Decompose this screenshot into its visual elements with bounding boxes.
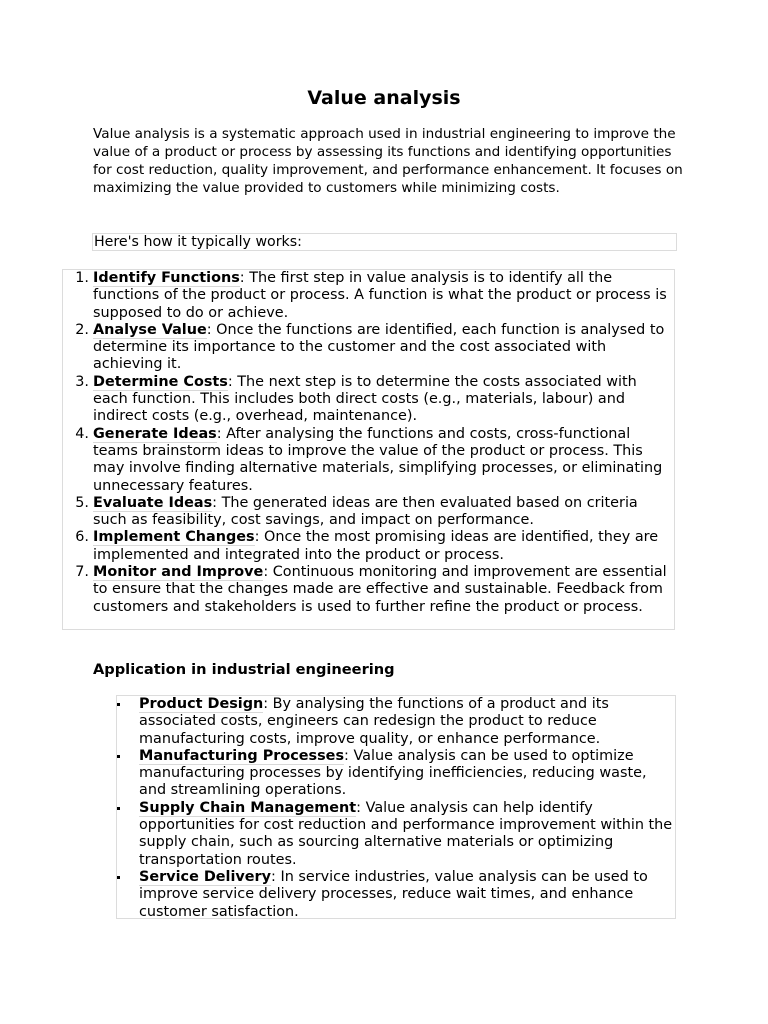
list-item — [75, 494, 675, 530]
applications-heading: Application in industrial engineering — [93, 661, 395, 678]
list-item — [139, 869, 676, 921]
step-term: Determine Costs — [93, 373, 228, 390]
step-text: : Once the functions are identified, each function is analysed to determine its importance to the customer and the cost associated with achieving it. — [93, 321, 665, 373]
applications-list — [139, 696, 676, 921]
step-term: Monitor and Improve — [93, 564, 264, 581]
step-term: Implement Changes — [93, 529, 255, 546]
application-term: Supply Chain Management — [139, 799, 357, 816]
list-item — [139, 800, 676, 869]
bullet-icon — [117, 755, 120, 758]
list-item — [75, 270, 675, 322]
application-text: : Value analysis can be used to optimize manufacturing processes by identifying inefficiencies, reducing waste, and streamlining operations. — [139, 747, 647, 799]
step-number: 4. — [75, 425, 89, 442]
step-text: : After analysing the functions and costs, cross-functional teams brainstorm ideas to improve the value of the product or process. This may involve finding alternative materials, simplifying processes, or eliminating unnecessary features. — [93, 425, 663, 494]
list-item — [75, 529, 675, 564]
step-number: 2. — [75, 321, 89, 338]
step-term: Generate Ideas — [93, 425, 217, 442]
step-text: : The first step in value analysis is to identify all the functions of the product or process. A function is what the product or process is supposed to do or achieve. — [93, 270, 667, 321]
bullet-icon — [117, 703, 120, 706]
step-number: 1. — [75, 270, 89, 286]
step-number: 6. — [75, 529, 89, 546]
step-term: Analyse Value — [93, 321, 207, 338]
step-term: Identify Functions — [93, 270, 240, 286]
page-title: Value analysis — [307, 87, 461, 109]
application-term: Service Delivery — [139, 868, 272, 885]
step-number: 5. — [75, 494, 89, 511]
application-term: Manufacturing Processes — [139, 747, 345, 764]
step-number: 7. — [75, 564, 89, 581]
list-item — [139, 748, 676, 800]
applications-box — [116, 695, 676, 919]
application-text: : Value analysis can help identify opportunities for cost reduction and performance improvement within the supply chain, such as sourcing alternative materials or optimizing transportation routes. — [139, 799, 673, 868]
step-text: : Once the most promising ideas are identified, they are implemented and integrated into the product or process. — [93, 529, 659, 563]
step-text: : The generated ideas are then evaluated based on criteria such as feasibility, cost savings, and impact on performance. — [93, 494, 638, 529]
list-item — [75, 321, 675, 374]
application-term: Product Design — [139, 696, 264, 712]
step-number: 3. — [75, 373, 89, 390]
lead-sentence: Here's how it typically works: — [92, 233, 677, 251]
list-item — [139, 696, 676, 748]
application-text: : By analysing the functions of a product and its associated costs, engineers can redesign the product to reduce manufacturing costs, improve quality, or enhance performance. — [139, 696, 609, 747]
steps-list — [75, 270, 675, 616]
steps-box — [62, 269, 675, 630]
intro-paragraph: Value analysis is a systematic approach used in industrial engineering to improve the value of a product or process by assessing its functions and identifying opportunities for cost reduction, quality improvement, and performance enhancement. It focuses on maximizing the value provided to customers while minimizing costs. — [93, 126, 683, 196]
list-item — [75, 425, 675, 495]
list-item — [75, 373, 675, 426]
step-text: : Continuous monitoring and improvement are essential to ensure that the changes made are effective and sustainable. Feedback from customers and stakeholders is used to further refine the product or process. — [93, 564, 667, 615]
bullet-icon — [117, 807, 120, 810]
application-text: : In service industries, value analysis can be used to improve service delivery processes, reduce wait times, and enhance customer satisfaction. — [139, 868, 648, 920]
step-term: Evaluate Ideas — [93, 494, 213, 511]
step-text: : The next step is to determine the costs associated with each function. This includes both direct costs (e.g., materials, labour) and indirect costs (e.g., overhead, maintenance). — [93, 373, 637, 425]
list-item — [75, 564, 675, 616]
bullet-icon — [117, 876, 120, 879]
